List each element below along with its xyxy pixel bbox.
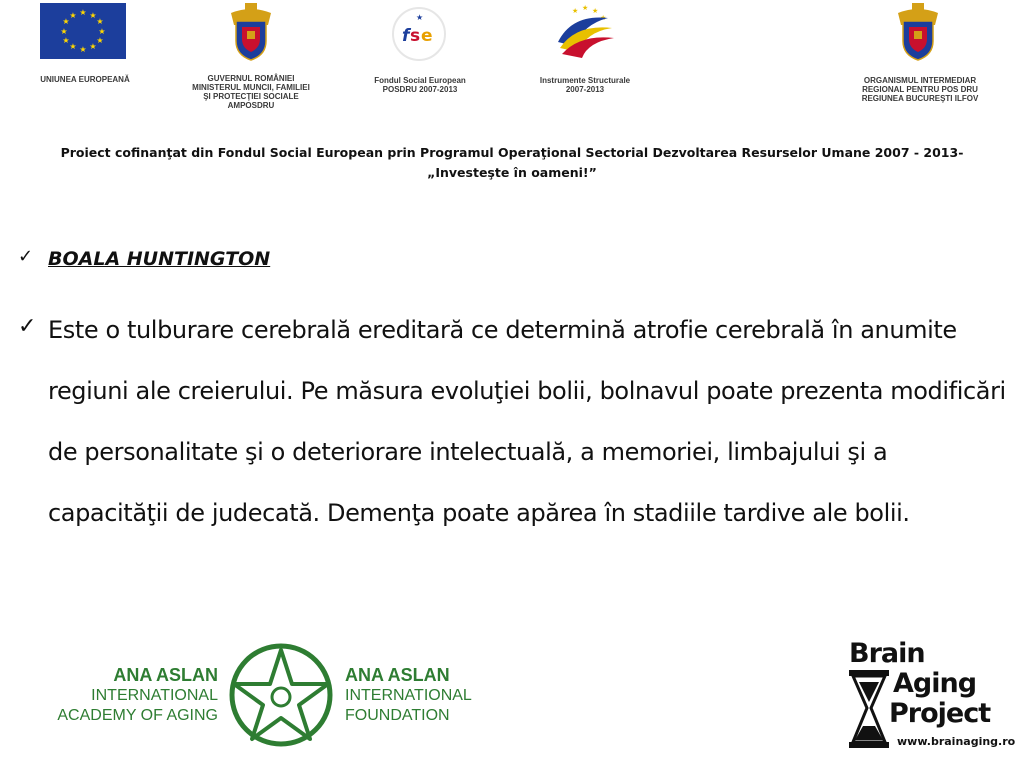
- cofinancing-line-1: Proiect cofinanţat din Fondul Social European prin Programul Operaţional Sectorial Dezvoltarea Resurselor Umane 2007 - 2013-: [60, 145, 964, 160]
- regional-organism-caption: ORGANISMUL INTERMEDIAR REGIONAL PENTRU POS DRU REGIUNEA BUCUREŞTI ILFOV: [861, 76, 979, 103]
- regional-coat-of-arms-icon: [895, 3, 941, 61]
- slide-heading: BOALA HUNTINGTON: [48, 248, 271, 270]
- fse-caption: Fondul Social European POSDRU 2007-2013: [374, 76, 466, 94]
- brain-aging-url: www.brainaging.ro: [897, 735, 1016, 748]
- svg-text:★: ★: [79, 8, 87, 17]
- brain-aging-project-logo: [845, 638, 1016, 753]
- fse-logo-icon: [388, 6, 450, 62]
- aging-word: Aging: [893, 668, 977, 699]
- svg-text:★: ★: [582, 4, 589, 12]
- svg-text:★: ★: [416, 13, 424, 22]
- ana-aslan-star-emblem-icon: [228, 642, 334, 748]
- svg-text:★: ★: [98, 27, 106, 36]
- ana-aslan-foundation-logo: [345, 665, 505, 726]
- project-word: Project: [889, 698, 991, 729]
- svg-text:★: ★: [69, 42, 77, 51]
- svg-text:s: s: [410, 26, 421, 46]
- eu-flag-logo: [40, 3, 126, 59]
- body-bullet: [18, 300, 1013, 544]
- foundation-line-2: FOUNDATION: [345, 707, 450, 724]
- instrumente-structurale-caption: Instrumente Structurale 2007-2013: [539, 76, 631, 94]
- svg-text:f: f: [402, 26, 410, 46]
- academy-name: ANA ASLAN: [113, 665, 218, 685]
- academy-line-2: ACADEMY OF AGING: [57, 707, 218, 724]
- svg-text:★: ★: [79, 45, 87, 54]
- foundation-line-1: INTERNATIONAL: [345, 687, 472, 704]
- logo-header: [0, 0, 1024, 118]
- svg-text:★: ★: [592, 7, 599, 15]
- academy-line-1: INTERNATIONAL: [91, 687, 218, 704]
- cofinancing-statement: [20, 143, 1004, 183]
- svg-text:e: e: [421, 26, 433, 46]
- svg-text:★: ★: [572, 7, 579, 15]
- body-paragraph: Este o tulburare cerebrală ereditară ce determină atrofie cerebrală în anumite regiuni ale creierului. Pe măsura evoluţiei bolii, bolnavul poate prezenta modificări de personalitate şi o deteriorare intelectuală, a memoriei, limbajului şi a capacităţii de judecată. Demenţa poate apărea în stadiile tardive ale bolii.: [48, 316, 1006, 527]
- svg-text:★: ★: [62, 36, 70, 45]
- checkmark-bullet-icon: ✓: [18, 314, 37, 339]
- hourglass-icon: [849, 670, 889, 748]
- checkmark-bullet-icon: ✓: [18, 246, 34, 267]
- svg-text:★: ★: [96, 17, 104, 26]
- cofinancing-line-2: „Investeşte în oameni!”: [427, 165, 597, 180]
- instrumente-structurale-icon: [552, 2, 618, 66]
- government-caption: GUVERNUL ROMÂNIEI MINISTERUL MUNCII, FAMILIEI ŞI PROTECŢIEI SOCIALE AMPOSDRU: [192, 74, 310, 110]
- foundation-name: ANA ASLAN: [345, 665, 450, 685]
- ana-aslan-academy-logo: [38, 665, 218, 726]
- svg-text:★: ★: [62, 17, 70, 26]
- svg-text:★: ★: [69, 11, 77, 20]
- government-coat-of-arms-icon: [228, 3, 274, 61]
- svg-text:★: ★: [89, 42, 97, 51]
- heading-bullet: [18, 246, 270, 272]
- eu-caption: UNIUNEA EUROPEANĂ: [40, 75, 130, 84]
- svg-text:★: ★: [89, 11, 97, 20]
- brain-word: Brain: [849, 638, 925, 669]
- eu-stars-icon: [40, 3, 126, 59]
- svg-text:★: ★: [60, 27, 68, 36]
- svg-text:★: ★: [96, 36, 104, 45]
